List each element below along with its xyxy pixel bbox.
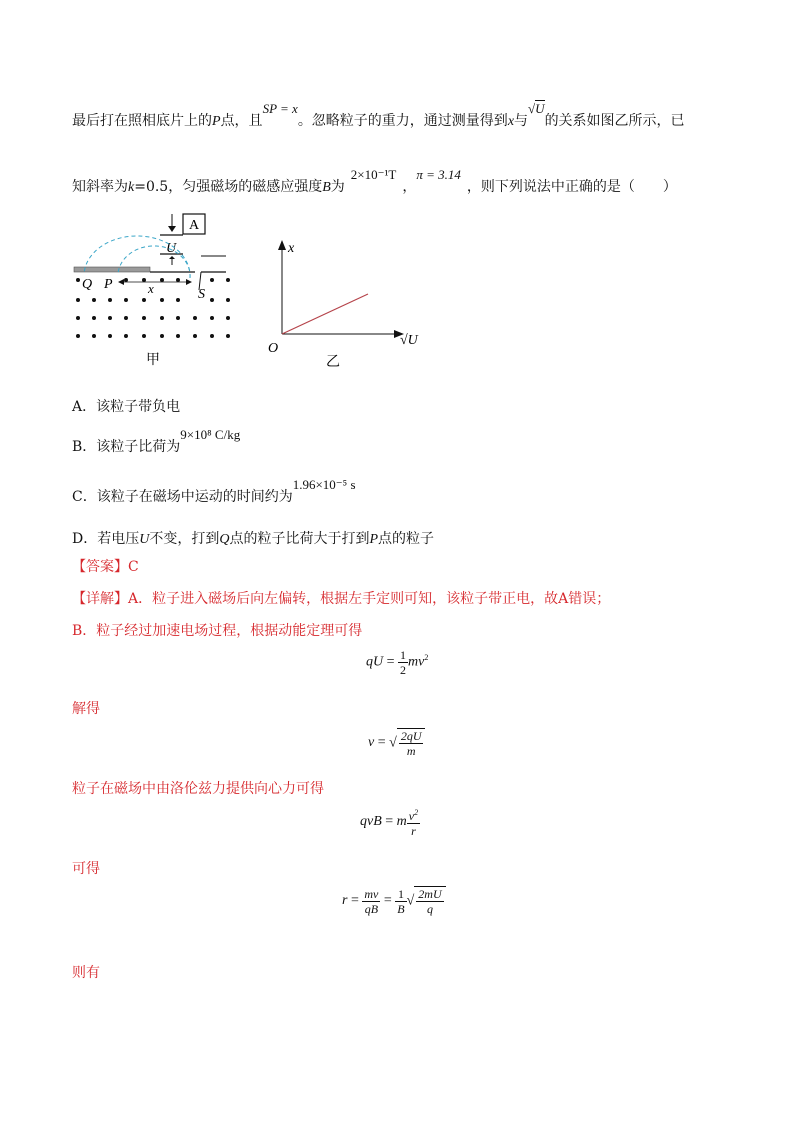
formula-lorentz: qvB = m $\frac{v^2}{r}$ bbox=[360, 808, 419, 838]
figure-yi bbox=[262, 236, 432, 371]
formula-radius: r = $\frac{mv}{qB}$ = $\frac{1}{B}$ √ $\frac{2mU}{q}$ bbox=[342, 886, 446, 916]
label-U: U bbox=[166, 241, 177, 256]
intro-line-1 bbox=[72, 101, 685, 130]
zeyou: 则有 bbox=[72, 965, 100, 981]
option-B-text: B．该粒子比荷为 bbox=[72, 439, 181, 455]
text: 点的粒子比荷大于打到 bbox=[229, 531, 370, 547]
text: 为 bbox=[330, 179, 345, 195]
jiede: 解得 bbox=[72, 701, 100, 717]
text: 不变，打到 bbox=[149, 531, 220, 547]
option-A bbox=[72, 396, 180, 416]
var-k: k bbox=[128, 180, 135, 195]
text: ，则下列说法中正确的是（ ） bbox=[466, 179, 677, 195]
text: 点的粒子 bbox=[378, 531, 435, 547]
origin-label: O bbox=[268, 341, 279, 356]
intro-line-2 bbox=[72, 167, 677, 196]
x-arrow-left bbox=[118, 279, 124, 285]
text: 知斜率为 bbox=[72, 179, 128, 195]
caption-jia: 甲 bbox=[146, 352, 160, 368]
b-value: 2×10⁻¹T bbox=[350, 167, 397, 182]
sp-equation: SP = x bbox=[262, 101, 298, 116]
y-axis-arrow bbox=[278, 240, 286, 250]
option-C-text: C．该粒子在磁场中运动的时间约为 bbox=[72, 489, 293, 505]
answer-label: 【答案】C bbox=[72, 559, 139, 575]
x-axis-label: √U bbox=[400, 333, 418, 348]
var-B: B bbox=[322, 180, 331, 195]
kede: 可得 bbox=[72, 861, 100, 877]
figure-yi-svg bbox=[262, 236, 432, 371]
y-axis-label: x bbox=[288, 241, 295, 256]
var-x: x bbox=[507, 114, 515, 129]
trajectory-P bbox=[118, 246, 190, 278]
var-U: U bbox=[139, 532, 150, 547]
x-arrow-right bbox=[186, 279, 192, 285]
text: 的关系如图乙所示，已 bbox=[544, 113, 685, 129]
sqrt-U: √U bbox=[528, 101, 545, 116]
label-A: A bbox=[189, 218, 200, 233]
option-B bbox=[72, 427, 241, 456]
text: 与 bbox=[514, 113, 529, 129]
label-x: x bbox=[148, 281, 154, 296]
figure-jia bbox=[68, 208, 243, 368]
option-A-text: A．该粒子带负电 bbox=[72, 399, 181, 415]
var-P: P bbox=[212, 114, 221, 129]
var-P: P bbox=[369, 532, 379, 547]
exit-arrow-head bbox=[169, 256, 175, 259]
text: 点，且 bbox=[220, 113, 263, 129]
option-C-value: 1.96×10⁻⁵ s bbox=[292, 477, 356, 492]
text: D．若电压 bbox=[72, 531, 140, 547]
caption-yi: 乙 bbox=[326, 354, 340, 370]
formula-energy: qU = $\frac{1}{2}$ $mv^2$ bbox=[366, 648, 429, 677]
var-Q: Q bbox=[219, 532, 230, 547]
option-D bbox=[72, 528, 434, 548]
pi-value: π = 3.14 bbox=[416, 167, 461, 182]
option-C bbox=[72, 477, 356, 506]
figure-jia-svg bbox=[68, 208, 243, 368]
data-line bbox=[282, 294, 368, 334]
detail-A: 【详解】A．粒子进入磁场后向左偏转，根据左手定则可知，该粒子带正电，故A错误； bbox=[72, 591, 611, 607]
label-P: P bbox=[104, 277, 113, 292]
option-B-value: 9×10⁸ C/kg bbox=[180, 427, 241, 442]
var-U: U bbox=[535, 101, 545, 116]
label-Q: Q bbox=[82, 277, 93, 292]
label-S: S bbox=[198, 287, 205, 302]
text: 最后打在照相底片上的 bbox=[72, 113, 212, 129]
entry-arrow-head bbox=[168, 226, 176, 232]
lorentz-text: 粒子在磁场中由洛伦兹力提供向心力可得 bbox=[72, 781, 324, 797]
text: =0.5，匀强磁场的磁感应强度 bbox=[134, 179, 323, 195]
comma: ， bbox=[402, 179, 417, 195]
text: 。忽略粒子的重力，通过测量得到 bbox=[297, 113, 508, 129]
detail-B-intro: B．粒子经过加速电场过程，根据动能定理可得 bbox=[72, 623, 363, 639]
formula-velocity: v = √ $\frac{2qU}{m}$ bbox=[368, 728, 425, 758]
